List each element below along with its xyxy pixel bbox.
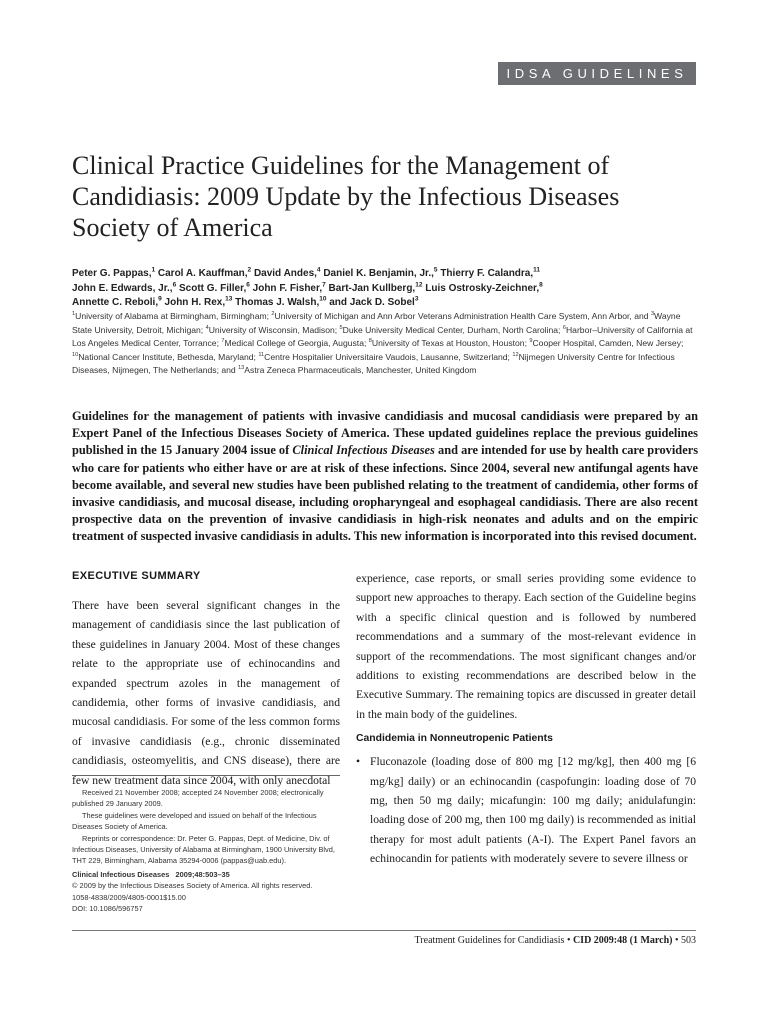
affiliation-sup: 8 [368,338,372,345]
affiliation-text: National Cancer Institute, Bethesda, Maryland; [78,351,259,362]
author-name: Annette C. Reboli, [72,297,159,308]
candidemia-heading: Candidemia in Nonneutropenic Patients [356,733,553,745]
author [254,268,323,279]
executive-summary-left-text: There have been several significant changes in the management of candidiasis since the last publication of these guidelines in January 2004. Most of these changes relate to the appropriate use of echinocandins and expanded spectrum azoles in the management of candidemia, other forms of invasive candidiasis, and mucosal candidiasis. For some of the less common forms of invasive candidiasis (e.g., chronic disseminated candidiasis, osteomyelitis, and CNS disease), there are few new treatment data since 2004, with only anecdotal [72,599,340,787]
author-affiliation-sup: 3 [414,295,419,303]
journal-citation: 2009;48:503–35 [175,869,230,879]
affiliation-text: University of Michigan and Ann Arbor Veterans Administration Health Care System, Ann Arbor, and [274,311,651,321]
author-affiliation-sup: 6 [246,281,250,289]
author-affiliation-sup: 13 [225,295,233,303]
footnote-issued: These guidelines were developed and issued on behalf of the Infectious Diseases Society of America. [72,810,317,832]
affiliation-text: University of Wisconsin, Madison; [208,324,340,335]
affiliation-text: University of Alabama at Birmingham, Birmingham; [75,311,272,321]
article-footnotes [72,775,340,914]
list-item [356,752,696,868]
author-name: John H. Rex, [164,297,226,308]
author-affiliation-sup: 6 [172,281,177,289]
footnote-issn: 1058-4838/2009/4805-0001$15.00 [72,892,186,902]
affiliation-sup: 13 [238,365,245,372]
author-name: Carol A. Kauffman, [157,268,248,279]
author-name: Jack D. Sobel [349,297,415,308]
footnote-journal [72,869,340,880]
author-affiliation-sup: 2 [247,266,252,274]
footnote-doi: DOI: 10.1086/596757 [72,904,143,914]
author-affiliation-sup: 4 [316,266,321,274]
affiliation-text: Nijmegen University Centre for Infectious Diseases, Nijmegen, The Netherlands; and [72,351,675,376]
author [329,283,426,294]
author-affiliation-sup: 9 [158,295,162,303]
author [350,297,419,308]
author-affiliation-sup: 10 [319,295,327,303]
footer-journal-citation: CID 2009:48 (1 March) [572,935,673,946]
abstract-text-before: Guidelines for the management of patients with invasive candidiasis and mucosal candidiasis were prepared by an Expert Panel of the Infectious Diseases Society of America. These updated guidelines replace the previous guidelines published in the 15 January 2004 issue of [72,409,698,458]
affiliation-text: Harbor–University of California at Los Angeles Medical Center, Torrance; [72,324,693,349]
affiliation-sup: 11 [258,351,265,358]
affiliation-sup: 4 [205,324,209,331]
author [323,268,440,279]
executive-summary-heading: EXECUTIVE SUMMARY [72,570,201,582]
abstract-journal-italic: Clinical Infectious Diseases [292,443,435,458]
author-name: John E. Edwards, Jr., [72,282,173,294]
executive-summary-right-text: experience, case reports, or small series providing some evidence to support new approaches to therapy. Each section of the Guideline begins with a specific clinical question and is followed by numbered recommendations and a summary of the most-relevant evidence in support of the recommendations. The most significant changes and/or additions to existing recommendations are described below in the Executive Summary. The remaining topics are discussed in greater detail in the main body of the guidelines. [356,572,696,721]
affiliation-sup: 5 [339,324,343,331]
affiliation-text: Astra Zeneca Pharmaceuticals, Manchester, United Kingdom [244,365,477,376]
affiliation-sup: 7 [221,338,225,345]
right-column [356,569,696,869]
author [253,283,329,294]
abstract-text-after: and are intended for use by health care providers who care for patients who either have or are at risk of these infections. Since 2004, several new antifungal agents have become available, and several new studies have been published relating to the treatment of candidemia, other forms of invasive candidiasis, and mucosal disease, including oropharyngeal and esophageal candidiasis. There are also recent prospective data on the prevention of invasive candidiasis in high-risk neonates and adults and on the empiric treatment of suspected invasive candidiasis in adults. This new information is incorporated into this revised document. [72,443,699,544]
affiliation-text: Duke University Medical Center, Durham, North Carolina; [342,324,563,335]
author-separator: and [326,297,350,308]
author-affiliation-sup: 11 [533,266,541,274]
author-list [72,267,692,311]
affiliation-sup: 2 [271,311,275,318]
footnote-received: Received 21 November 2008; accepted 24 November 2008; electronically published 29 January 2009. [72,788,324,809]
affiliation-sup: 6 [562,324,566,331]
candidemia-bullet-text: Fluconazole (loading dose of 800 mg [12 mg/kg], then 400 mg [6 mg/kg] daily) or an echinocandin (caspofungin: loading dose of 70 mg, then 50 mg daily; micafungin: 100 mg daily; anidulafungin: loading dose of 200 mg, then 100 mg daily) is recommended as initial therapy for most adult patients (A-I). The Expert Panel favors an echinocandin for patients with moderately severe to severe illness or [370,755,696,866]
affiliation-text: Wayne State University, Detroit, Michigan; [72,311,681,335]
author [72,268,158,279]
author [158,268,254,279]
author-name: David Andes, [253,268,317,279]
affiliation-text: University of Texas at Houston, Houston; [371,338,530,349]
footer-bullet: • [674,935,679,946]
affiliation-sup: 1 [72,311,76,318]
author-name: Peter G. Pappas, [72,268,152,279]
affiliations [72,310,696,378]
affiliation-text: Centre Hospitalier Universitaire Vaudois, Lausanne, Switzerland; [264,351,513,362]
author [235,297,350,308]
author-affiliation-sup: 1 [151,266,156,274]
author-name: Thierry F. Calandra, [440,268,534,279]
author [72,297,165,308]
author [179,283,253,294]
footer-bullet: • [566,935,571,946]
affiliation-sup: 9 [529,338,533,345]
bullet-mark: • [356,755,361,769]
section-banner: IDSA GUIDELINES [498,62,696,85]
author-affiliation-sup: 12 [415,281,423,289]
author-affiliation-sup: 8 [539,281,543,289]
author [72,283,179,294]
affiliation-sup: 10 [72,351,79,358]
author-name: Daniel K. Benjamin, Jr., [323,268,434,279]
left-column [72,570,340,790]
affiliation-text: Cooper Hospital, Camden, New Jersey; [532,338,684,349]
article-title: Clinical Practice Guidelines for the Management of Candidiasis: 2009 Update by the Infectious Diseases Society of America [72,151,620,242]
affiliation-text: Medical College of Georgia, Augusta; [224,338,369,349]
affiliation-sup: 12 [512,351,519,358]
author-name: Luis Ostrosky-Zeichner, [425,282,540,294]
running-title: Treatment Guidelines for Candidiasis [414,935,565,946]
footnote-copyright: © 2009 by the Infectious Diseases Society of America. All rights reserved. [72,881,313,891]
page-number: 503 [681,935,696,946]
author-name: Scott G. Filler, [179,282,247,294]
affiliation-sup: 3 [650,311,655,318]
page-footer [72,930,696,946]
author [425,283,543,294]
footnote-reprints: Reprints or correspondence: Dr. Peter G. Pappas, Dept. of Medicine, Div. of Infectious Diseases, University of Alabama at Birmingham, 1900 University Blvd, THT 229, Birmingham, Alabama 35294-0006 (pappas@uab.edu). [72,833,335,866]
author [440,268,540,279]
author [165,297,236,308]
author-affiliation-sup: 7 [322,281,326,289]
author-affiliation-sup: 5 [433,266,438,274]
author-name: John F. Fisher, [252,282,323,294]
journal-name: Clinical Infectious Diseases [72,869,170,879]
abstract [72,408,698,546]
author-name: Thomas J. Walsh, [235,297,320,308]
author-name: Bart-Jan Kullberg, [328,282,416,294]
